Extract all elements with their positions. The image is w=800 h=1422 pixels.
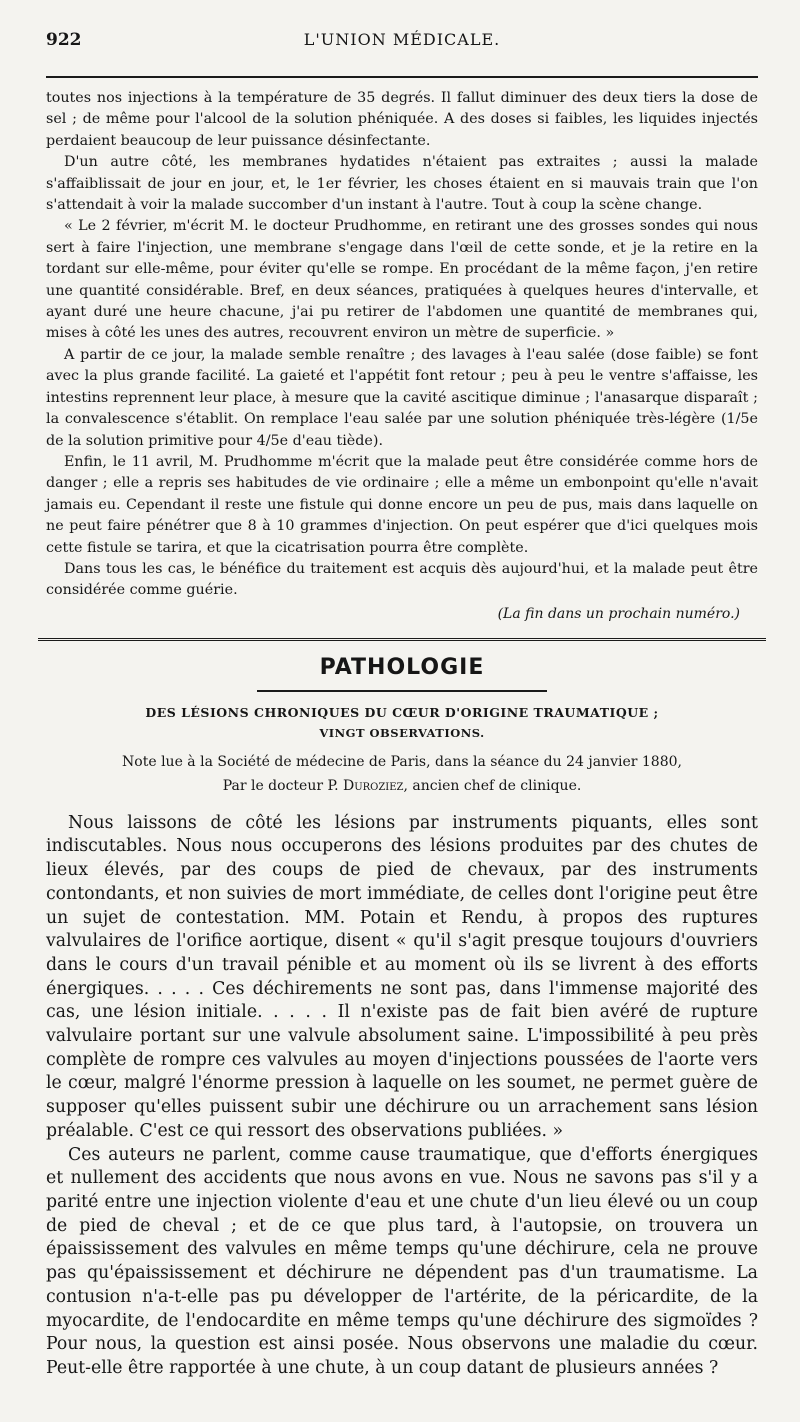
presentation-note: Note lue à la Société de médecine de Paris, dans la séance du 24 janvier 1880, [122, 753, 682, 770]
section-title: PATHOLOGIE [319, 654, 485, 680]
journal-title: L'UNION MÉDICALE. [303, 30, 501, 49]
author-prefix: Par le docteur P. [222, 777, 339, 794]
body-paragraph: A partir de ce jour, la malade semble renaître ; des lavages à l'eau salée (dose faible) se font avec la plus grande facilité. La gaieté et l'appétit font retour ; peu à peu le ventre s'affaisse, les intestins reprennent leur place, à mesure que la cavité ascitique diminue ; l'anasarque disparaît ; la convalescence s'établit. On remplace l'eau salée par une solution phéniquée très-légère (1/5e de la solution primitive pour 4/5e d'eau tiède). [46, 346, 758, 449]
continuation-note: (La fin dans un prochain numéro.) [497, 605, 740, 622]
body-paragraph: « Le 2 février, m'écrit M. le docteur Prudhomme, en retirant une des grosses sondes qui nous sert à faire l'injection, une membrane s'engage dans l'œil de cette sonde, et je la retire en la tordant sur elle-même, pour éviter qu'elle se rompe. En procédant de la même façon, j'en retire une quantité considérable. Bref, en deux séances, pratiquées à quelques heures d'intervalle, et ayant duré une heure chacune, j'ai pu retirer de l'abdomen une quantité de membranes qui, mises à côté les unes des autres, recouvrent environ un mètre de superficie. » [46, 218, 758, 342]
page-number: 922 [46, 30, 82, 50]
article-paragraph: Nous laissons de côté les lésions par instruments piquants, elles sont indiscutables. Nous nous occuperons des lésions produites par des chutes de lieux élevés, par des coups de pied de chevaux, par des instruments contondants, et non suivies de mort immédiate, de celles dont l'origine peut être un sujet de contestation. MM. Potain et Rendu, à propos des ruptures valvulaires de l'orifice aortique, disent « qu'il s'agit presque toujours d'ouvriers dans le cours d'un travail pénible et au moment où ils se livrent à des efforts énergiques. . . . . Ces déchirements ne sont pas, dans l'immense majorité des cas, une lésion initiale. . . . . Il n'existe pas de fait bien avéré de rupture valvulaire portant sur une valvule absolument saine. L'impossibilité à peu près complète de rompre ces valvules au moyen d'injections poussées de l'aorte vers le cœur, malgré l'énorme pression à laquelle on les soumet, ne permet guère de supposer qu'elles puissent subir une déchirure ou un arrachement sans lésion préalable. C'est ce qui ressort des observations publiées. » [46, 812, 758, 1141]
body-paragraph: toutes nos injections à la température de 35 degrés. Il fallut diminuer des deux tiers la dose de sel ; de même pour l'alcool de la solution phéniquée. A des doses si faibles, les liquides injectés perdaient beaucoup de leur puissance désinfectante. [46, 90, 758, 149]
author-suffix: , ancien chef de clinique. [403, 777, 582, 794]
article-paragraph: Ces auteurs ne parlent, comme cause traumatique, que d'efforts énergiques et nullement des accidents que nous avons en vue. Nous ne savons pas s'il y a parité entre une injection violente d'eau et une chute d'un lieu élevé ou un coup de pied de cheval ; et de ce que plus tard, à l'autopsie, on trouvera un épaississement des valvules en même temps qu'une déchirure, cela ne prouve pas qu'épaississement et déchirure ne dépendent pas d'un traumatisme. La contusion n'a-t-elle pas pu développer de l'artérite, de la péricardite, de la myocardite, de l'endocardite en même temps qu'une déchirure des sigmoïdes ? Pour nous, la question est ainsi posée. Nous observons une maladie du cœur. Peut-elle être rapportée à une chute, à un coup datant de plusieurs années ? [46, 1144, 758, 1378]
body-paragraph: Enfin, le 11 avril, M. Prudhomme m'écrit que la malade peut être considérée comme hors de danger ; elle a repris ses habitudes de vie ordinaire ; elle a même un embonpoint qu'elle n'avait jamais eu. Cependant il reste une fistule qui donne encore un peu de pus, mais dans laquelle on ne peut faire pénétrer que 8 à 10 grammes d'injection. On peut espérer que d'ici quelques mois cette fistule se tarira, et que la cicatrisation pourra être complète. [46, 453, 758, 556]
body-paragraph: Dans tous les cas, le bénéfice du traitement est acquis dès aujourd'hui, et la malade peut être considérée comme guérie. [46, 560, 758, 599]
title-rule [257, 690, 547, 692]
running-head [46, 30, 758, 60]
article-subtitle: VINGT OBSERVATIONS. [319, 725, 485, 740]
body-paragraph: D'un autre côté, les membranes hydatides n'étaient pas extraites ; aussi la malade s'affaiblissait de jour en jour, et, le 1er février, les choses étaient en si mauvais train que l'on s'attendait à voir la malade succomber d'un instant à l'autre. Tout à coup la scène change. [46, 154, 758, 214]
article-title: DES LÉSIONS CHRONIQUES DU CŒUR D'ORIGINE TRAUMATIQUE ; [145, 704, 659, 720]
section-separator [38, 638, 766, 643]
header-rule [46, 76, 758, 78]
author-line [46, 774, 758, 798]
author-name: Duroziez [342, 777, 404, 794]
